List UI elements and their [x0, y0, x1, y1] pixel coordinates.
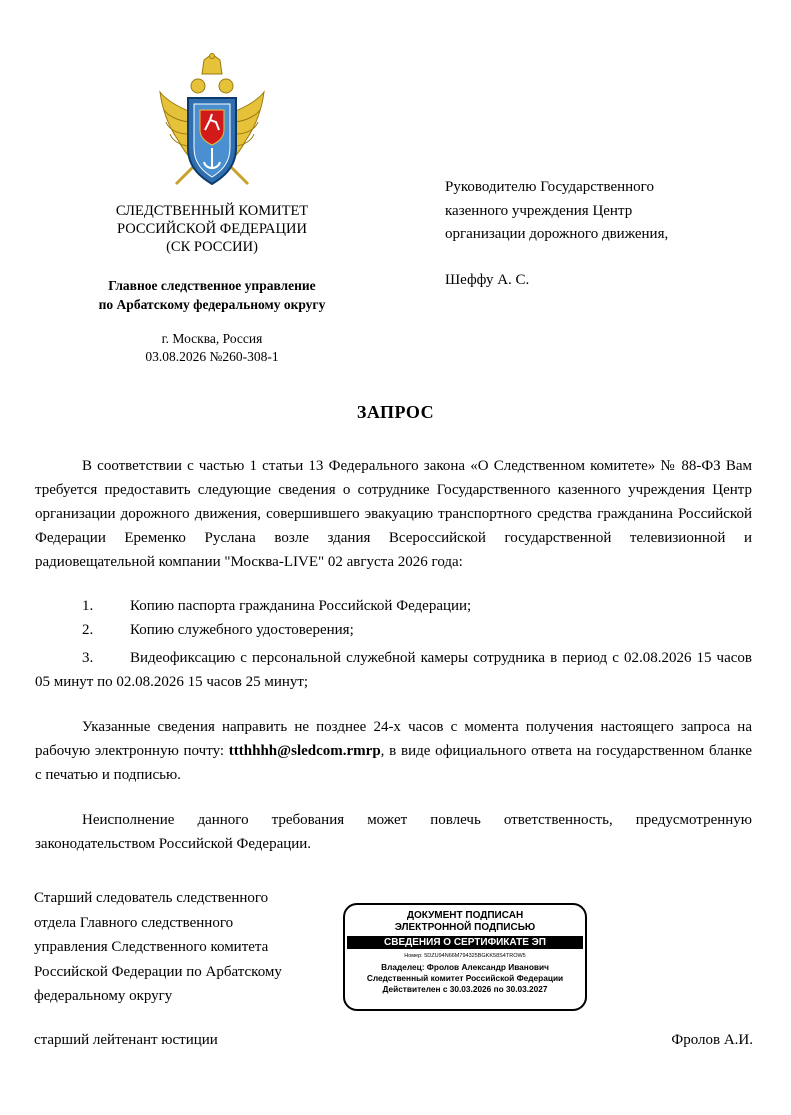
addressee-name: Шеффу А. С. — [445, 272, 530, 288]
body-paragraph-2 — [35, 715, 752, 787]
department-line1: Главное следственное управление — [108, 278, 316, 293]
list-item-1-text: Копию паспорта гражданина Российской Федерации; — [130, 598, 472, 614]
signer-position-line2: отдела Главного следственного — [34, 914, 234, 931]
document-date-number: 03.08.2026 №260-308-1 — [145, 349, 279, 364]
electronic-signature-stamp — [343, 903, 587, 1011]
signer-name: Фролов А.И. — [671, 1032, 753, 1048]
document-title: ЗАПРОС — [356, 402, 435, 422]
stamp-details — [345, 962, 585, 995]
stamp-certificate-number: Номер: 5DZU94N66M794325BGKK58S4TROW5 — [404, 953, 526, 959]
org-name-line2: РОССИЙСКОЙ ФЕДЕРАЦИИ — [117, 221, 307, 237]
department-line2: по Арбатскому федеральному округу — [98, 297, 326, 312]
list-item-3 — [35, 646, 752, 694]
signer-rank: старший лейтенант юстиции — [34, 1032, 218, 1048]
place-and-date — [60, 330, 364, 366]
stamp-validity: Действителен с 30.03.2026 по 30.03.2027 — [382, 984, 548, 994]
sk-emblem — [152, 52, 272, 197]
city: г. Москва, Россия — [161, 331, 263, 346]
signer-position-line4: Российской Федерации по Арбатскому — [34, 963, 282, 980]
list-item-2-number: 2. — [82, 622, 94, 638]
list-item-3-number: 3. — [82, 650, 94, 666]
stamp-heading-line2: ЭЛЕКТРОННОЙ ПОДПИСЬЮ — [394, 922, 536, 933]
addressee-line2: казенного учреждения Центр — [445, 202, 633, 219]
list-item-1-number: 1. — [82, 598, 94, 614]
addressee-line1: Руководителю Государственного — [445, 179, 654, 195]
stamp-certificate-bar: СВЕДЕНИЯ О СЕРТИФИКАТЕ ЭП — [347, 936, 583, 949]
list-item-3-text: Видеофиксацию с персональной служебной камеры сотрудника в период с 02.08.2026 15 часов 05 минут по 02.08.2026 15 часов 25 минут; — [35, 650, 752, 690]
email-address[interactable]: ttthhhh@sledcom.rmrp — [228, 743, 381, 759]
stamp-heading-line1: ДОКУМЕНТ ПОДПИСАН — [406, 910, 524, 921]
stamp-organization: Следственный комитет Российской Федерации — [366, 973, 564, 983]
body-paragraph-3: Неисполнение данного требования может повлечь ответственность, предусмотренную законодательством Российской Федерации. — [35, 812, 752, 852]
body-paragraph-1: В соответствии с частью 1 статьи 13 Федерального закона «О Следственном комитете» № 88-ФЗ Вам требуется предоставить следующие сведения о сотруднике Государственного казенного учреждения Центр организации дорожного движения, совершившего эвакуацию транспортного средства гражданина Российской Федерации Еременко Руслана возле здания Всероссийской государственной телевизионной и радиовещательной компании "Москва-LIVE" 02 августа 2026 года: — [35, 458, 752, 570]
org-abbreviation: (СК РОССИИ) — [166, 239, 258, 255]
paragraph-2-text-end: , в виде официального ответа на государственном бланке с печатью и подписью. — [35, 743, 752, 783]
signer-position — [34, 886, 334, 1009]
signer-position-line3: управления Следственного комитета — [34, 939, 269, 955]
list-item-2-text: Копию служебного удостоверения; — [130, 622, 354, 638]
paragraph-2-text-start: Указанные сведения направить не позднее 24-х часов с момента получения настоящего запроса на рабочую электронную почту: — [35, 719, 752, 759]
department-name — [60, 276, 364, 314]
addressee-block — [445, 176, 668, 247]
signer-position-line5: федеральному округу — [34, 988, 173, 1004]
org-name-line1: СЛЕДСТВЕННЫЙ КОМИТЕТ — [115, 203, 309, 219]
addressee-line3: организации дорожного движения, — [445, 226, 669, 242]
signer-position-line1: Старший следователь следственного — [34, 890, 269, 906]
stamp-owner: Владелец: Фролов Александр Иванович — [381, 962, 549, 972]
stamp-heading — [345, 910, 585, 934]
